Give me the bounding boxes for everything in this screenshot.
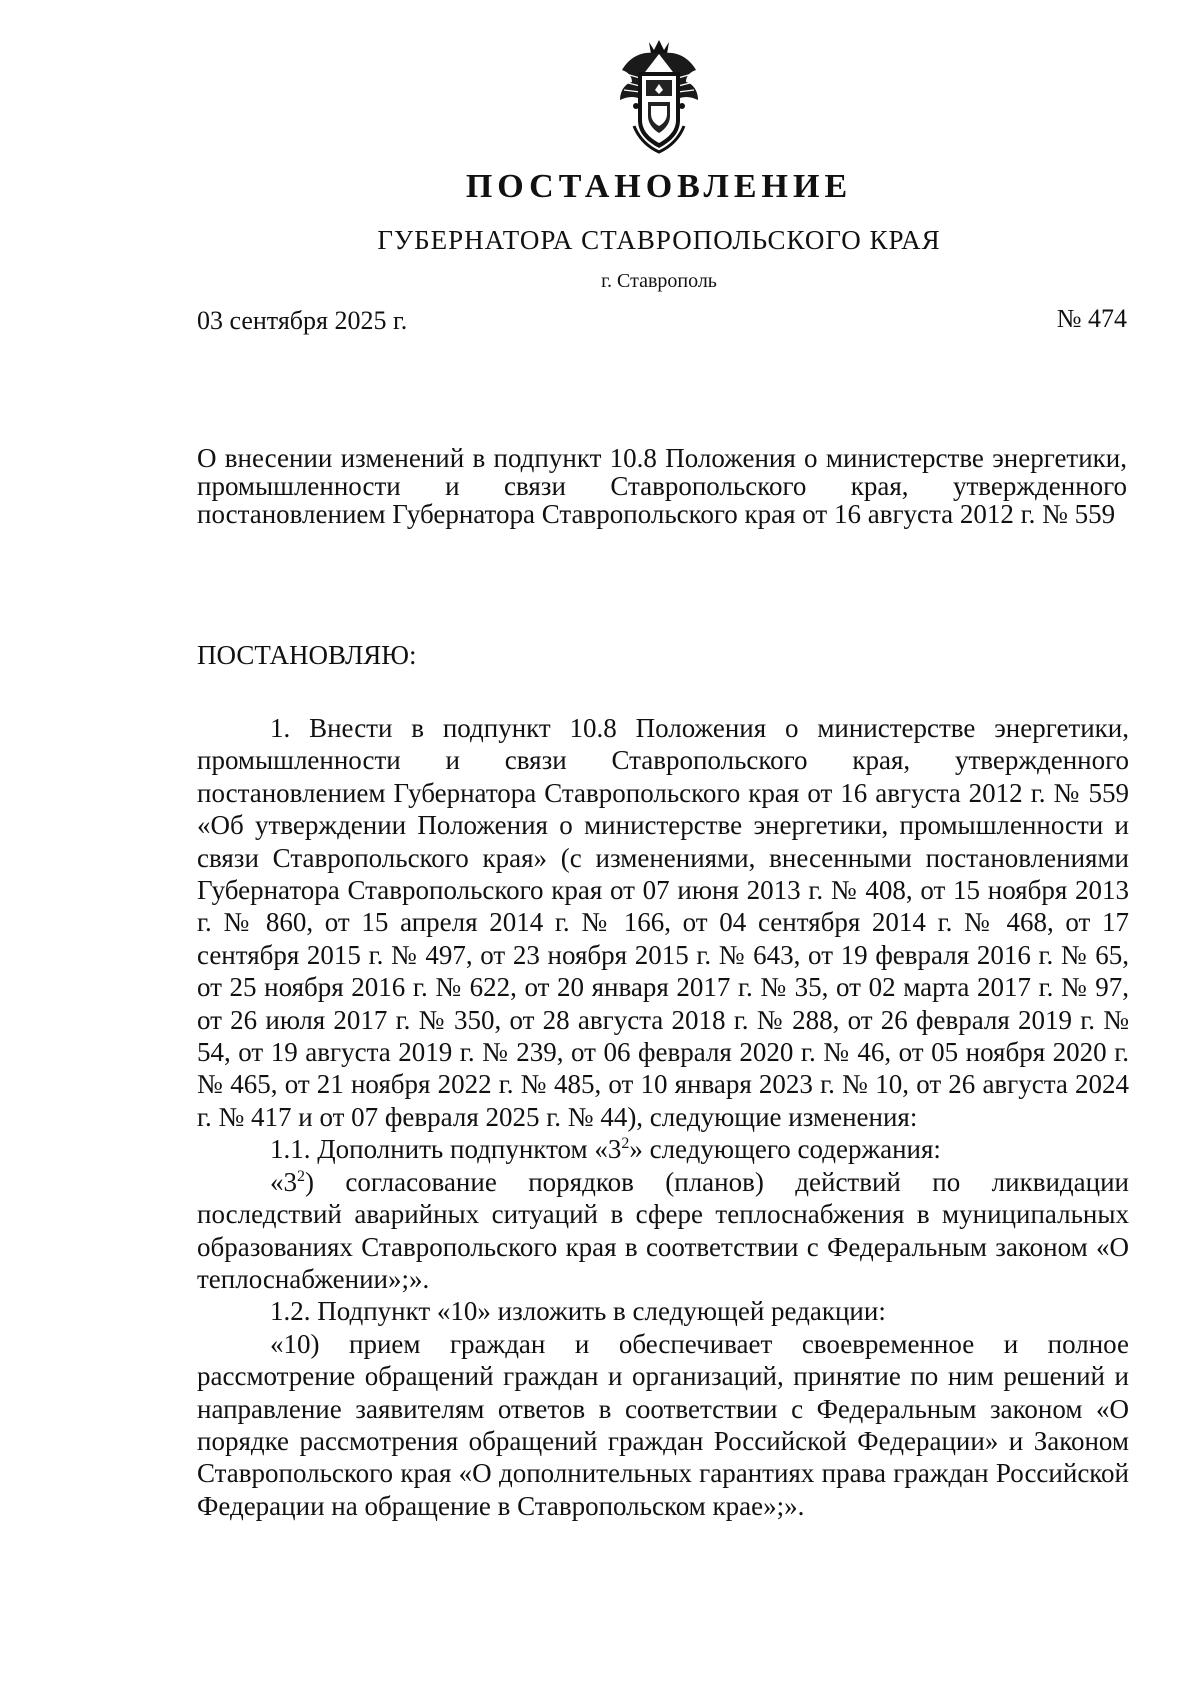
quote-3-2-text-end: ) согласование порядков (планов) действий по ликвидации последствий аварийных ситуаций в сфере теплоснабжения в муниципальных образованиях Ставропольского края в соответствии с Федеральным законом «О теплоснабжении»;». bbox=[197, 1166, 1129, 1294]
document-type-title: ПОСТАНОВЛЕНИЕ bbox=[465, 168, 853, 205]
paragraph-1: 1. Внести в подпункт 10.8 Положения о министерстве энергетики, промышленности и связи Ставропольского края, утвержденного постановлением Губернатора Ставропольского края от 16 августа 2012 г. № 559 «Об утверждении Положения о министерстве энергетики, промышленности и связи Ставропольского края» (с изменениями, внесенными постановлениями Губернатора Ставропольского края от 07 июня 2013 г. № 408, от 15 ноября 2013 г. № 860, от 15 апреля 2014 г. № 166, от 04 сентября 2014 г. № 468, от 17 сентября 2015 г. № 497, от 23 ноября 2015 г. № 643, от 19 февраля 2016 г. № 65, от 25 ноября 2016 г. № 622, от 20 января 2017 г. № 35, от 02 марта 2017 г. № 97, от 26 июля 2017 г. № 350, от 28 августа 2018 г. № 288, от 26 февраля 2019 г. № 54, от 19 августа 2019 г. № 239, от 06 февраля 2020 г. № 46, от 05 ноября 2020 г. № 465, от 21 ноября 2022 г. № 485, от 10 января 2023 г. № 10, от 26 августа 2024 г. № 417 и от 07 февраля 2025 г. № 44), следующие изменения: bbox=[197, 713, 1129, 1132]
paragraph-quote-3-2 bbox=[197, 1166, 1129, 1296]
superscript: 2 bbox=[297, 1167, 305, 1185]
document-number: № 474 bbox=[1056, 304, 1127, 333]
document-date: 03 сентября 2025 г. bbox=[197, 306, 408, 335]
document-body bbox=[197, 712, 1129, 1522]
issuer-title: ГУБЕРНАТОРА СТАВРОПОЛЬСКОГО КРАЯ bbox=[377, 225, 941, 255]
paragraph-1-1 bbox=[197, 1133, 1129, 1165]
city-label: г. Ставрополь bbox=[601, 270, 717, 292]
document-subject: О внесении изменений в подпункт 10.8 Положения о министерстве энергетики, промышленности и связи Ставропольского края, утвержденного постановлением Губернатора Ставропольского края от 16 августа 2012 г. № 559 bbox=[197, 443, 1127, 529]
quote-3-2-text-start: «3 bbox=[270, 1166, 297, 1197]
paragraph-quote-10: «10) прием граждан и обеспечивает своевременное и полное рассмотрение обращений граждан и организаций, принятие по ним решений и направление заявителям ответов в соответствии с Федеральным законом «О порядке рассмотрения обращений граждан Российской Федерации» и Законом Ставропольского края «О дополнительных гарантиях права граждан Российской Федерации на обращение в Ставропольском крае»;». bbox=[197, 1328, 1129, 1521]
coat-of-arms-icon bbox=[614, 36, 704, 154]
superscript: 2 bbox=[621, 1135, 630, 1153]
paragraph-1-2: 1.2. Подпункт «10» изложить в следующей редакции: bbox=[270, 1296, 886, 1327]
paragraph-1-1-text-end: » следующего содержания: bbox=[629, 1134, 941, 1165]
paragraph-1-1-text-start: 1.1. Дополнить подпунктом «3 bbox=[270, 1134, 622, 1165]
decree-word: ПОСТАНОВЛЯЮ: bbox=[197, 640, 417, 670]
